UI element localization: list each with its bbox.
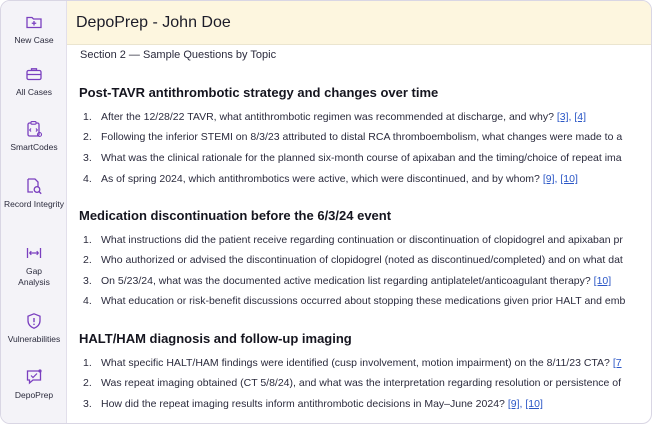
sidebar-item-record-integrity[interactable]	[1, 177, 67, 210]
citation-link[interactable]: [10]	[593, 275, 612, 287]
question-text: As of spring 2024, which antithrombotics were active, which were discontinued, and by whom?	[101, 173, 540, 185]
topic-heading: Medication discontinuation before the 6/3/24 event	[79, 208, 392, 223]
question-number: 3.	[83, 152, 92, 164]
question-item: 4. As of spring 2024, which antithrombotics were active, which were discontinued, and by whom? [9], [10]	[83, 173, 578, 185]
question-item	[83, 254, 623, 266]
question-text: What specific HALT/HAM findings were identified (cusp involvement, motion impairment) on the 8/11/23 CTA?	[101, 357, 610, 369]
question-text: What instructions did the patient receive regarding continuation or discontinuation of clopidogrel and apixaban pr	[101, 234, 623, 246]
section-label: Section 2 — Sample Questions by Topic	[80, 49, 277, 61]
sidebar-item-label: New Case	[14, 35, 54, 45]
document-search-icon	[25, 177, 43, 195]
app-header	[67, 1, 652, 45]
question-text: Was repeat imaging obtained (CT 5/8/24), and what was the interpretation regarding resolution or persistence of	[101, 377, 622, 389]
sidebar-item-label: Vulnerabilities	[7, 334, 61, 344]
clipboard-code-icon	[25, 120, 43, 138]
gap-ruler-icon	[25, 244, 43, 262]
question-number: 1.	[83, 111, 92, 123]
sidebar-item-vulnerabilities[interactable]	[1, 312, 67, 345]
citation-link[interactable]: [4]	[574, 111, 587, 123]
topic-heading: Post-TAVR antithrombotic strategy and changes over time	[79, 85, 439, 100]
question-item	[83, 234, 623, 246]
question-text: Following the inferior STEMI on 8/3/23 attributed to distal RCA thromboembolism, what changes were made to a	[101, 131, 623, 143]
question-text: How did the repeat imaging results inform antithrombotic decisions in May–June 2024?	[101, 398, 505, 410]
question-number: 3.	[83, 275, 92, 287]
chat-bubble-icon	[25, 368, 43, 386]
sidebar-item-label: Record Integrity	[4, 199, 64, 209]
question-item	[83, 377, 621, 389]
sidebar-item-label: SmartCodes	[10, 142, 58, 152]
question-item: 1. After the 12/28/22 TAVR, what antithrombotic regimen was recommended at discharge, and why? [3], [4]	[83, 111, 587, 123]
citation-link[interactable]: [3]	[556, 111, 569, 123]
question-number: 3.	[83, 398, 92, 410]
citation-link[interactable]: [7	[612, 357, 622, 369]
question-number: 2.	[83, 254, 92, 266]
question-item	[83, 357, 622, 369]
question-item	[83, 152, 622, 164]
sidebar-item-label: Gap Analysis	[18, 266, 50, 287]
page-title: DepoPrep - John Doe	[76, 14, 231, 31]
question-text: What education or risk-benefit discussions occurred about stopping these medications given prior HALT and emb	[101, 295, 626, 307]
question-item	[83, 131, 622, 143]
citation-link[interactable]: [9]	[507, 398, 520, 410]
question-text: On 5/23/24, what was the documented active medication list regarding antiplatelet/anticoagulant therapy?	[101, 275, 591, 287]
citation-link[interactable]: [10]	[525, 398, 543, 410]
question-number: 4.	[83, 173, 92, 185]
question-text: What was the clinical rationale for the planned six-month course of apixaban and the timing/choice of repeat ima	[101, 152, 622, 164]
question-number: 2.	[83, 131, 92, 143]
question-number: 1.	[83, 234, 92, 246]
question-number: 2.	[83, 377, 92, 389]
question-item	[83, 275, 611, 287]
folder-plus-icon	[25, 13, 43, 31]
question-text: After the 12/28/22 TAVR, what antithrombotic regimen was recommended at discharge, and why?	[101, 111, 554, 123]
questions-panel	[67, 45, 652, 424]
question-text: Who authorized or advised the discontinuation of clopidogrel (noted as discontinued/completed) and on what dat	[101, 254, 623, 266]
citation-link[interactable]: [10]	[560, 173, 578, 185]
sidebar-item-label: DepoPrep	[14, 390, 54, 400]
question-item	[83, 295, 625, 307]
briefcase-icon	[25, 65, 43, 83]
question-item: 3. How did the repeat imaging results inform antithrombotic decisions in May–June 2024? [9], [10]	[83, 398, 543, 410]
sidebar-item-depoprep[interactable]	[1, 368, 67, 401]
sidebar-item-all-cases[interactable]	[1, 65, 67, 98]
shield-alert-icon	[25, 312, 43, 330]
citation-link[interactable]: [9]	[542, 173, 555, 185]
sidebar-item-gap-analysis[interactable]	[1, 244, 67, 288]
topic-heading: HALT/HAM diagnosis and follow-up imaging	[79, 331, 352, 346]
question-number: 4.	[83, 295, 92, 307]
sidebar-item-label: All Cases	[16, 87, 52, 97]
sidebar-item-smartcodes[interactable]	[1, 120, 67, 153]
sidebar-item-new-case[interactable]	[1, 13, 67, 46]
sidebar	[1, 1, 67, 424]
question-number: 1.	[83, 357, 92, 369]
